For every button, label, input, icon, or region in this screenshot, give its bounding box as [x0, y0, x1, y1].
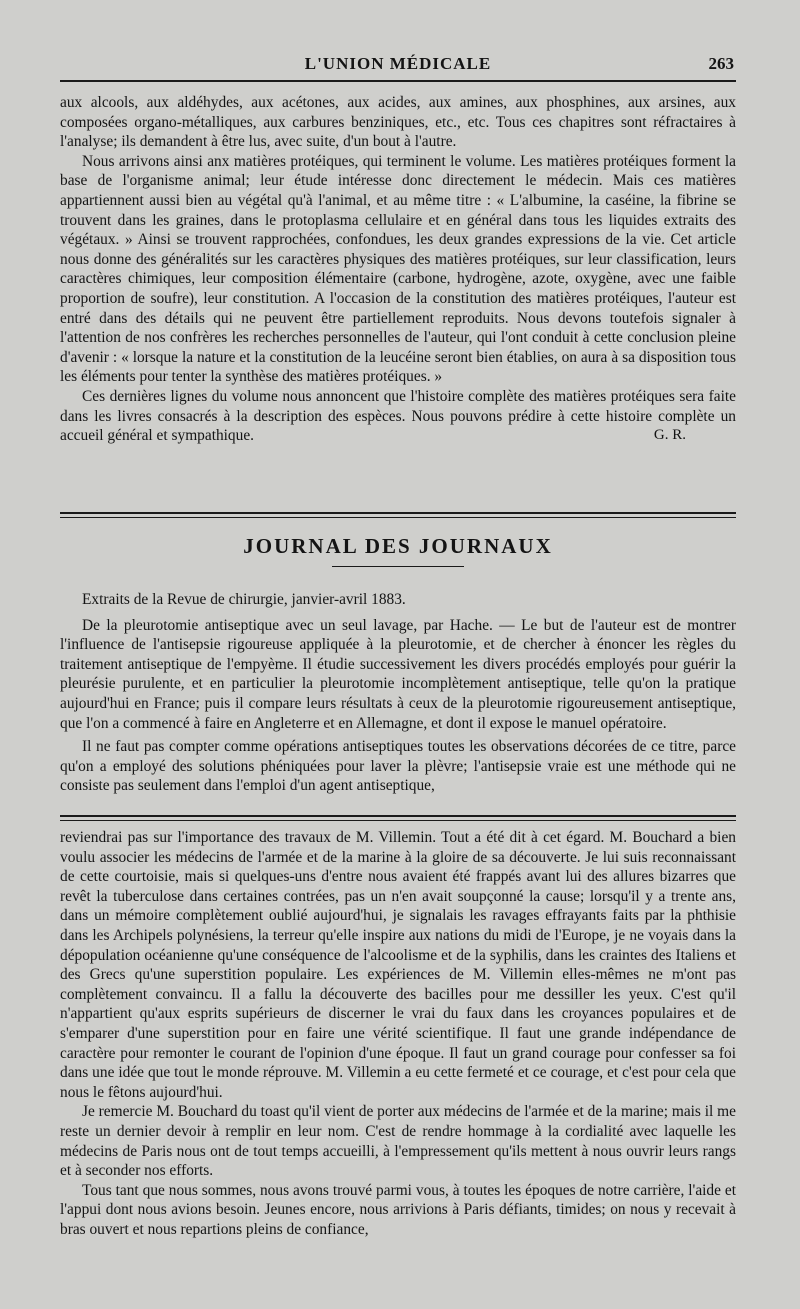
source-line: Extraits de la Revue de chirurgie, janvier-avril 1883. [82, 591, 406, 608]
title-underline [332, 566, 464, 567]
page-number: 263 [708, 54, 734, 73]
review-paragraph [60, 387, 736, 446]
speech-paragraph: reviendrai pas sur l'importance des travaux de M. Villemin. Tout a été dit à cet égard. M. Bouchard a bien voulu associer les médecins de l'armée et de la marine à la gloire de sa découverte. Je lui suis reconnaissant de cette courtoisie, mais si quelques-uns d'entre nous avaient été frappés avant lui des allures bizarres que revêt la tuberculose dans certaines contrées, pas un n'en avait soupçonné la cause; lorsqu'il y a trente ans, dans un mémoire complètement oublié aujourd'hui, je signalais les ravages effrayants faits par la phthisie dans les Archipels polynésiens, la terreur qu'elle inspire aux nations du midi de l'Europe, je ne voyais dans la dépopulation océanienne qu'une conséquence de l'alcoolisme et de la syphilis, dans les craintes des Italiens et des Grecs qu'une superstition populaire. Les expériences de M. Villemin elles-mêmes ne m'ont pas complètement convaincu. Il a fallu la découverte des bacilles pour me dessiller les yeux. C'est qu'il n'appartient qu'aux esprits supérieurs de discerner le vrai du faux dans les croyances populaires et de s'emparer d'une superstition pour en faire une vérité scientifique. Il faut une grande indépendance de caractère pour remonter le courant de l'opinion d'une époque. Il faut un grand courage pour confesser sa foi dans une idée que tout le monde réprouve. M. Villemin a eu cette fermeté et ce courage, et c'est pour cela que nous le fêtons aujourd'hui. [60, 829, 736, 1101]
journal-paragraph: De la pleurotomie antiseptique avec un seul lavage, par Hache. — Le but de l'auteur est de montrer l'influence de l'antisepsie rigoureuse appliquée à la pleurotomie, et de chercher à énoncer les règles du traitement antiseptique de l'empyème. Il étudie successivement les divers procédés employés pour guérir la pleurésie purulente, et en particulier la pleurotomie incomplètement antiseptique, telle qu'on la pratique aujourd'hui en France; puis il compare leurs résultats à ceux de la pleurotomie rigoureusement antiseptique, que l'on a commencé à faire en Angleterre et en Allemagne, et dont il expose le manuel opératoire. [60, 616, 736, 732]
speech-section [60, 828, 736, 1239]
journal-section [60, 590, 736, 796]
running-title: L'UNION MÉDICALE [304, 54, 492, 73]
review-paragraph: Nous arrivons ainsi anx matières protéiques, qui terminent le volume. Les matières protéiques forment la base de l'organisme animal; leur étude intéresse donc directement le médecin. Mais ces matières appartiennent aussi bien au végétal qu'à l'animal, et au même titre : « L'albumine, la caséine, la fibrine se trouvent dans les graines, dans le protoplasma cellulaire et en général dans tous les liquides extraits des végétaux. » Ainsi se trouvent rapprochées, confondues, les deux grandes expressions de la vie. Cet article nous donne des généralités sur les caractères physiques des matières protéiques, sur leur classification, leurs caractères chimiques, leur composition élémentaire (carbone, hydrogène, azote, oxygène, avec une faible proportion de soufre), leur constitution. A l'occasion de la constitution des matières protéiques, l'auteur est entré dans des détails qui ne peuvent être partiellement reproduits. Nous devons toutefois signaler à l'attention de nos confrères les recherches personnelles de l'auteur, qui l'ont conduit à cette conclusion pleine d'avenir : « lorsque la nature et la constitution de la leucéine seront bien établies, on aura à sa disposition tous les éléments pour tenter la synthèse des matières protéiques. » [60, 152, 736, 386]
journal-title: JOURNAL DES JOURNAUX [243, 534, 553, 558]
section-rule-top [60, 512, 736, 514]
speech-paragraph: Tous tant que nous sommes, nous avons trouvé parmi vous, à toutes les époques de notre carrière, l'aide et l'appui dont nous avions besoin. Jeunes encore, nous arrivions à Paris défiants, timides; on nous y recevait à bras ouvert et nous repartions pleins de confiance, [60, 1181, 736, 1238]
review-section [60, 93, 736, 446]
page-header [60, 54, 736, 78]
review-paragraph-text: Ces dernières lignes du volume nous annoncent que l'histoire complète des matières protéiques sera faite dans les livres consacrés à la description des espèces. Nous pouvons prédire à cette histoire complète un accueil général et sympathique. [60, 387, 736, 445]
feuilleton-rule-bottom [60, 820, 736, 821]
section-rule-bottom [60, 517, 736, 518]
feuilleton-rule-top [60, 815, 736, 817]
journal-paragraph: Il ne faut pas compter comme opérations antiseptiques toutes les observations décorées de ce titre, parce qu'on a employé des solutions phéniquées pour laver la plèvre; l'antisepsie vraie est une méthode qui ne consiste pas seulement dans l'emploi d'un agent antiseptique, [60, 738, 736, 795]
header-rule [60, 80, 736, 82]
signature: G. R. [653, 427, 686, 444]
speech-paragraph: Je remercie M. Bouchard du toast qu'il vient de porter aux médecins de l'armée et de la marine; mais il me reste un dernier devoir à remplir en leur nom. C'est de rendre hommage à la cordialité avec laquelle les médecins de Paris nous ont de tout temps accueilli, à l'empressement qu'ils mettent à nous ouvrir leurs rangs et à seconder nos efforts. [60, 1103, 736, 1180]
review-paragraph: aux alcools, aux aldéhydes, aux acétones, aux acides, aux amines, aux phosphines, aux arsines, aux composées organo-métalliques, aux carbures benziniques, etc., etc. Tous ces chapitres sont réfractaires à l'analyse; ils demandent à être lus, avec suite, d'un bout à l'autre. [60, 94, 736, 151]
